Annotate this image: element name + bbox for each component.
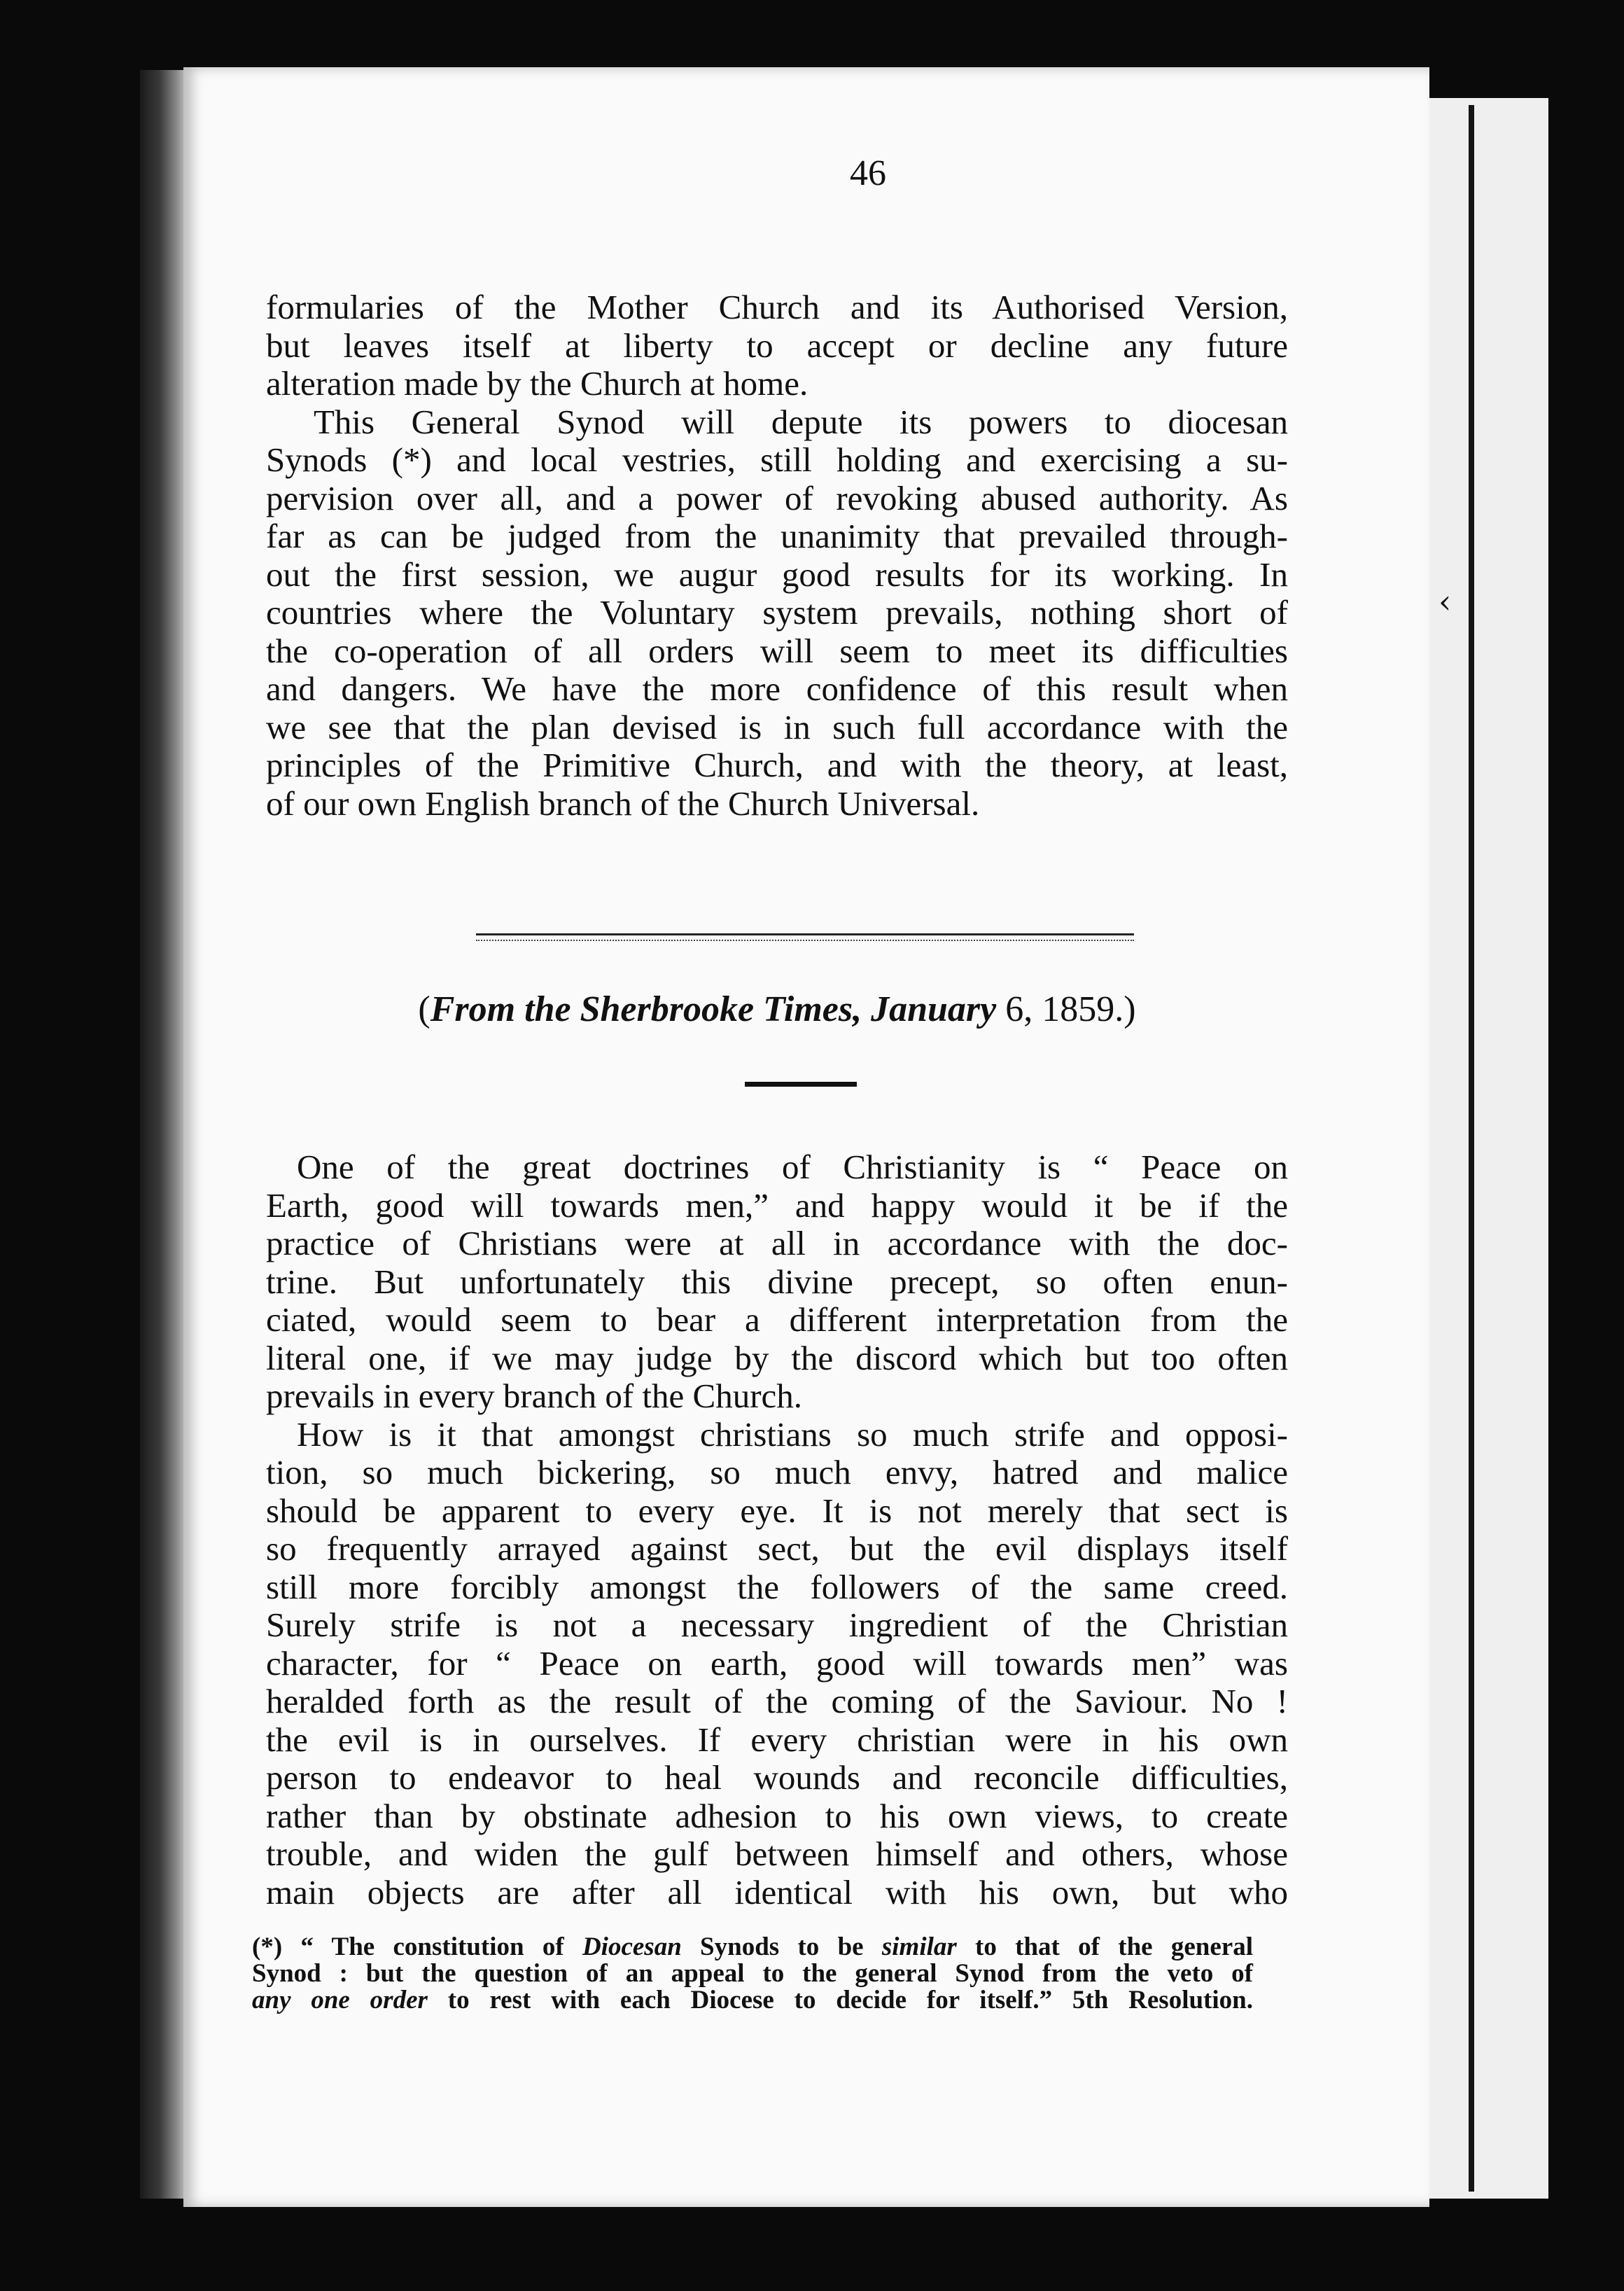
text-line: countries where the Voluntary system prevails, nothing short of <box>266 593 1288 632</box>
footnote-line <box>252 1987 1253 2014</box>
text-line: principles of the Primitive Church, and with the theory, at least, <box>266 746 1288 784</box>
edge-mark: ‹ <box>1438 583 1452 620</box>
heading-source: From the Sherbrooke Times, January <box>430 989 997 1029</box>
short-rule <box>745 1082 857 1087</box>
text-line: prevails in every branch of the Church. <box>266 1377 803 1415</box>
paragraph <box>266 1416 1288 1912</box>
text-line: out the first session, we augur good results for its working. In <box>266 555 1288 594</box>
footnote-italic: similar <box>881 1933 957 1961</box>
text-line: still more forcibly amongst the followers of the same creed. <box>266 1567 1288 1606</box>
text-line: How is it that amongst christians so much strife and opposi- <box>297 1414 1288 1454</box>
article-text-block <box>266 1148 1288 1912</box>
footnote-italic: any one order <box>252 1986 428 2014</box>
adjacent-page-edge <box>1429 98 1548 2199</box>
heading-date: 6, 1859.) <box>996 989 1136 1029</box>
text-line: the co-operation of all orders will seem to meet its difficulties <box>266 631 1288 670</box>
footnote-line: Synod : but the question of an appeal to the general Synod from the veto of <box>252 1959 1253 1988</box>
text-line: the evil is in ourselves. If every christian were in his own <box>266 1720 1288 1759</box>
text-line: should be apparent to every eye. It is not merely that sect is <box>266 1491 1288 1530</box>
footnote-text: Synods to be <box>681 1933 882 1961</box>
footnote-text: to rest with each Diocese to decide for itself.” 5th Resolution. <box>427 1986 1253 2014</box>
text-line: rather than by obstinate adhesion to his own views, to create <box>266 1796 1288 1835</box>
text-line: Earth, good will towards men,” and happy would it be if the <box>266 1185 1288 1225</box>
text-line: Synods (*) and local vestries, still holding and exercising a su- <box>266 440 1288 479</box>
footnote-text: (*) “ The constitution of <box>252 1933 582 1961</box>
text-line: character, for “ Peace on earth, good will towards men” was <box>266 1643 1288 1683</box>
text-line: we see that the plan devised is in such full accordance with the <box>266 707 1288 746</box>
text-line: heralded forth as the result of the coming of the Saviour. No ! <box>266 1682 1288 1720</box>
footnote-text: to that of the general <box>956 1933 1253 1961</box>
footnote-italic: Diocesan <box>582 1933 682 1961</box>
adjacent-page-rule <box>1469 105 1474 2192</box>
text-line: but leaves itself at liberty to accept or decline any future <box>266 326 1288 365</box>
text-line: practice of Christians were at all in accordance with the doc- <box>266 1224 1288 1262</box>
section-divider <box>476 933 1134 941</box>
text-line: This General Synod will depute its powers to diocesan <box>314 402 1288 441</box>
text-line: pervision over all, and a power of revoking abused authority. As <box>266 478 1288 517</box>
text-line: far as can be judged from the unanimity that prevailed through- <box>266 517 1288 555</box>
text-line: and dangers. We have the more confidence of this result when <box>266 669 1288 708</box>
paragraph <box>266 403 1288 823</box>
text-line: formularies of the Mother Church and its Authorised Version, <box>266 288 1288 326</box>
text-line: One of the great doctrines of Christianity is “ Peace on <box>297 1148 1288 1186</box>
text-line: literal one, if we may judge by the discord which but too often <box>266 1338 1288 1377</box>
page-number: 46 <box>850 153 886 193</box>
text-line: main objects are after all identical with his own, but who <box>266 1872 1288 1912</box>
footnote <box>252 1934 1253 2014</box>
text-line: trouble, and widen the gulf between himself and others, whose <box>266 1834 1288 1873</box>
footnote-line <box>252 1934 1253 1961</box>
text-line: Surely strife is not a necessary ingredient of the Christian <box>266 1606 1288 1644</box>
text-line: of our own English branch of the Church Universal. <box>266 784 980 823</box>
source-heading <box>322 989 1232 1030</box>
text-line: trine. But unfortunately this divine precept, so often enun- <box>266 1262 1288 1301</box>
paragraph <box>266 288 1288 403</box>
paragraph <box>266 1148 1288 1416</box>
text-line: alteration made by the Church at home. <box>266 364 808 403</box>
text-line: so frequently arrayed against sect, but the evil displays itself <box>266 1529 1288 1568</box>
top-text-block <box>266 288 1288 823</box>
text-line: person to endeavor to heal wounds and reconcile difficulties, <box>266 1758 1288 1797</box>
book-spine <box>140 70 189 2199</box>
heading-open-paren: ( <box>418 989 430 1029</box>
text-line: tion, so much bickering, so much envy, hatred and malice <box>266 1453 1288 1491</box>
text-line: ciated, would seem to bear a different interpretation from the <box>266 1300 1288 1339</box>
